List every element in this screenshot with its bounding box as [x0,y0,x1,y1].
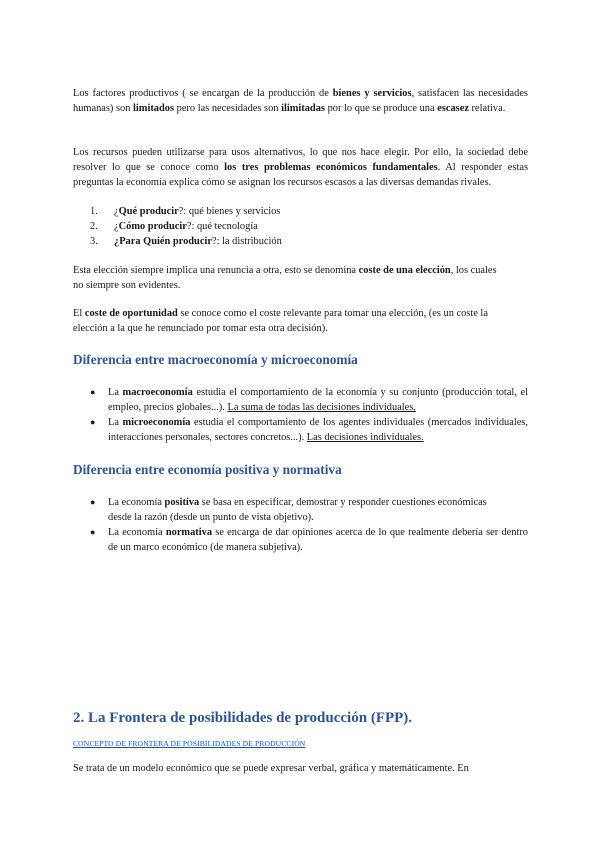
text-run: . Al responder estas preguntas la economía explica cómo se asignan los recursos escasos a las diversas demandas rivales. [73,162,528,188]
text-run: se basa en especificar, demostrar y responder cuestiones económicas desde la razón (desde un punto de vista objetivo). [108,497,487,523]
section-heading-fpp: 2. La Frontera de posibilidades de producción (FPP). [73,710,413,726]
text-run: , los cuales no siempre son evidentes. [73,265,497,291]
text-run: por lo que se produce una [324,103,438,114]
bold-term: los tres problemas económicos fundamentales [224,162,438,173]
list-item [108,415,528,445]
list-item [108,385,528,415]
text-run: se conoce como el coste relevante para tomar una elección, (es un coste la elección a la que he renunciado por tomar esta otra decisión). [73,308,488,334]
list-item [114,219,258,234]
text-run: La economía [108,497,165,508]
bullet-icon: ● [90,387,96,397]
list-number: 2. [90,221,98,232]
list-number: 1. [90,206,98,217]
text-run: , satisfacen las necesidades humanas) son [73,88,528,114]
text-run: La [108,417,123,428]
text-run: La [108,387,123,398]
bold-term: ilimitadas [281,103,325,114]
text-run: ?: qué tecnología [186,221,258,232]
text-run: ?: qué bienes y servicios [178,206,281,217]
bold-term: coste de una elección [358,265,451,276]
text-run: pero las necesidades son [174,103,282,114]
text-run: El [73,308,85,319]
text-run: La economía [108,527,166,538]
underlined-text: Las decisiones individuales. [306,432,424,443]
text-run: ¿ [114,221,119,232]
list-item [108,495,508,525]
list-number: 3. [90,236,98,247]
underlined-text: La suma de todas las decisiones individuales. [227,402,416,413]
bold-term: normativa [165,527,213,538]
section-heading-positiva: Diferencia entre economía positiva y normativa [73,462,342,477]
bold-term: coste de oportunidad [84,308,178,319]
fpp-paragraph: Se trata de un modelo económico que se puede expresar verbal, gráfica y matemáticamente. En [73,763,469,774]
text-run: se encarga de dar opiniones acerca de lo que realmente debería ser dentro de un marco económico (de manera subjetiva). [108,527,529,553]
bold-term: escasez [437,103,469,114]
list-item [114,204,280,219]
text-run: relativa. [468,103,506,114]
bold-term: microeconomía [122,417,191,428]
bold-term: bienes y servicios [332,88,412,99]
text-run: estudia el comportamiento de los agentes individuales (mercados individuales, interacciones personales, sectores concretos...). [108,417,528,443]
list-item [108,525,528,555]
bullet-icon: ● [90,527,96,537]
text-run: Los recursos pueden utilizarse para usos alternativos, lo que nos hace elegir. Por ello, la sociedad debe resolver lo que se conoce como [73,147,528,173]
bold-term: limitados [133,103,175,114]
bold-term: ¿Para Quién producir [114,236,212,247]
concept-link[interactable]: CONCEPTO DE FRONTERA DE POSIBILIDADES DE PRODUCCIÓN [73,739,306,748]
intro-paragraph-1 [73,86,528,116]
oportunidad-paragraph [73,306,493,336]
text-run: Los factores productivos ( se encargan de la producción de [73,88,333,99]
section-heading-macro: Diferencia entre macroeconomía y microeconomía [73,352,358,367]
text-run: estudia el comportamiento de la economía y su conjunto (producción total, el empleo, precios globales...). [108,387,528,413]
bold-term: Qué producir [118,206,179,217]
intro-paragraph-2 [73,145,528,190]
bold-term: macroeconomía [122,387,193,398]
bullet-icon: ● [90,417,96,427]
list-item [114,234,282,249]
text-run: ¿ [114,206,119,217]
text-run: Esta elección siempre implica una renuncia a otra, esto se denomina [73,265,359,276]
bold-term: positiva [164,497,200,508]
bullet-icon: ● [90,497,96,507]
eleccion-paragraph [73,263,503,293]
text-run: ?: la distribución [211,236,282,247]
bold-term: Cómo producir [118,221,187,232]
